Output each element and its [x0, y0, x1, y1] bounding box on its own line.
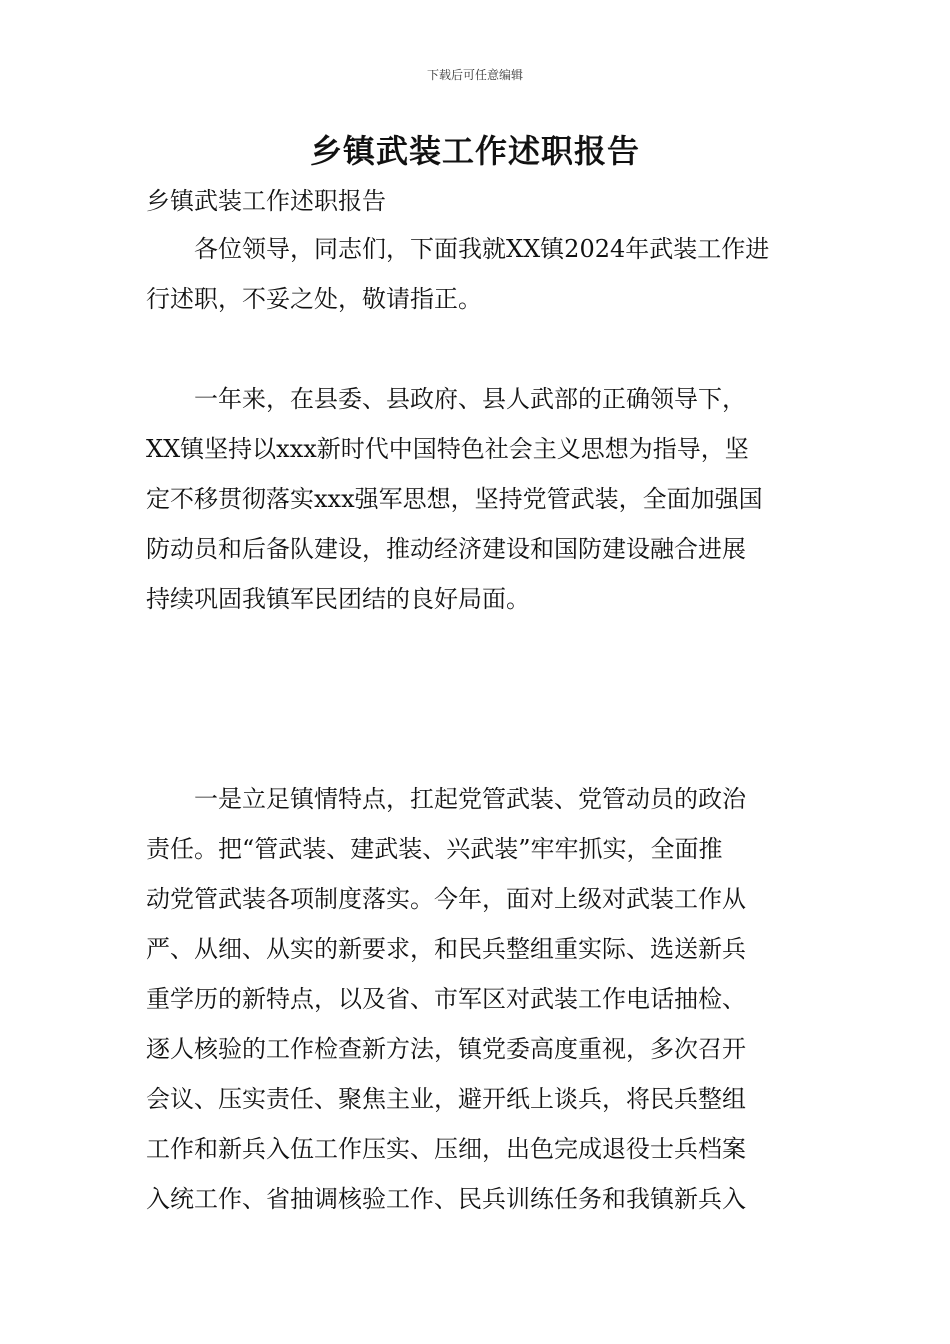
text-line: 动党管武装各项制度落实。今年，面对上级对武装工作从	[146, 885, 746, 913]
document-title: 乡镇武装工作述职报告	[309, 132, 640, 170]
text-line: 重学历的新特点，以及省、市军区对武装工作电话抽检、	[146, 985, 746, 1013]
text-line: 工作和新兵入伍工作压实、压细，出色完成退役士兵档案	[146, 1135, 746, 1163]
text-line: 入统工作、省抽调核验工作、民兵训练任务和我镇新兵入	[146, 1185, 746, 1213]
text-line: 一年来，在县委、县政府、县人武部的正确领导下，	[146, 385, 746, 413]
document-subtitle	[146, 176, 806, 226]
text-line: 防动员和后备队建设，推动经济建设和国防建设融合进展	[146, 535, 746, 563]
text-line: 各位领导，同志们，下面我就XX镇2024年武装工作进	[146, 235, 770, 263]
paragraph-greeting	[146, 224, 806, 324]
text-line: 责任。把“管武装、建武装、兴武装”牢牢抓实，全面推	[146, 835, 723, 863]
paragraph-overview	[146, 374, 806, 624]
text-line: 逐人核验的工作检查新方法，镇党委高度重视，多次召开	[146, 1035, 746, 1063]
text-line: 严、从细、从实的新要求，和民兵整组重实际、选送新兵	[146, 935, 746, 963]
text-line: XX镇坚持以xxx新时代中国特色社会主义思想为指导，坚	[146, 435, 749, 463]
text-line: 持续巩固我镇军民团结的良好局面。	[146, 585, 530, 613]
text-line: 行述职，不妥之处，敬请指正。	[146, 285, 482, 313]
page-header: 下载后可任意编辑	[426, 68, 523, 82]
text-line: 会议、压实责任、聚焦主业，避开纸上谈兵，将民兵整组	[146, 1085, 746, 1113]
text-line: 定不移贯彻落实xxx强军思想，坚持党管武装，全面加强国	[146, 485, 763, 513]
paragraph-point-one	[146, 774, 806, 1224]
text-line: 一是立足镇情特点，扛起党管武装、党管动员的政治	[146, 785, 746, 813]
subtitle-line: 乡镇武装工作述职报告	[146, 187, 386, 215]
